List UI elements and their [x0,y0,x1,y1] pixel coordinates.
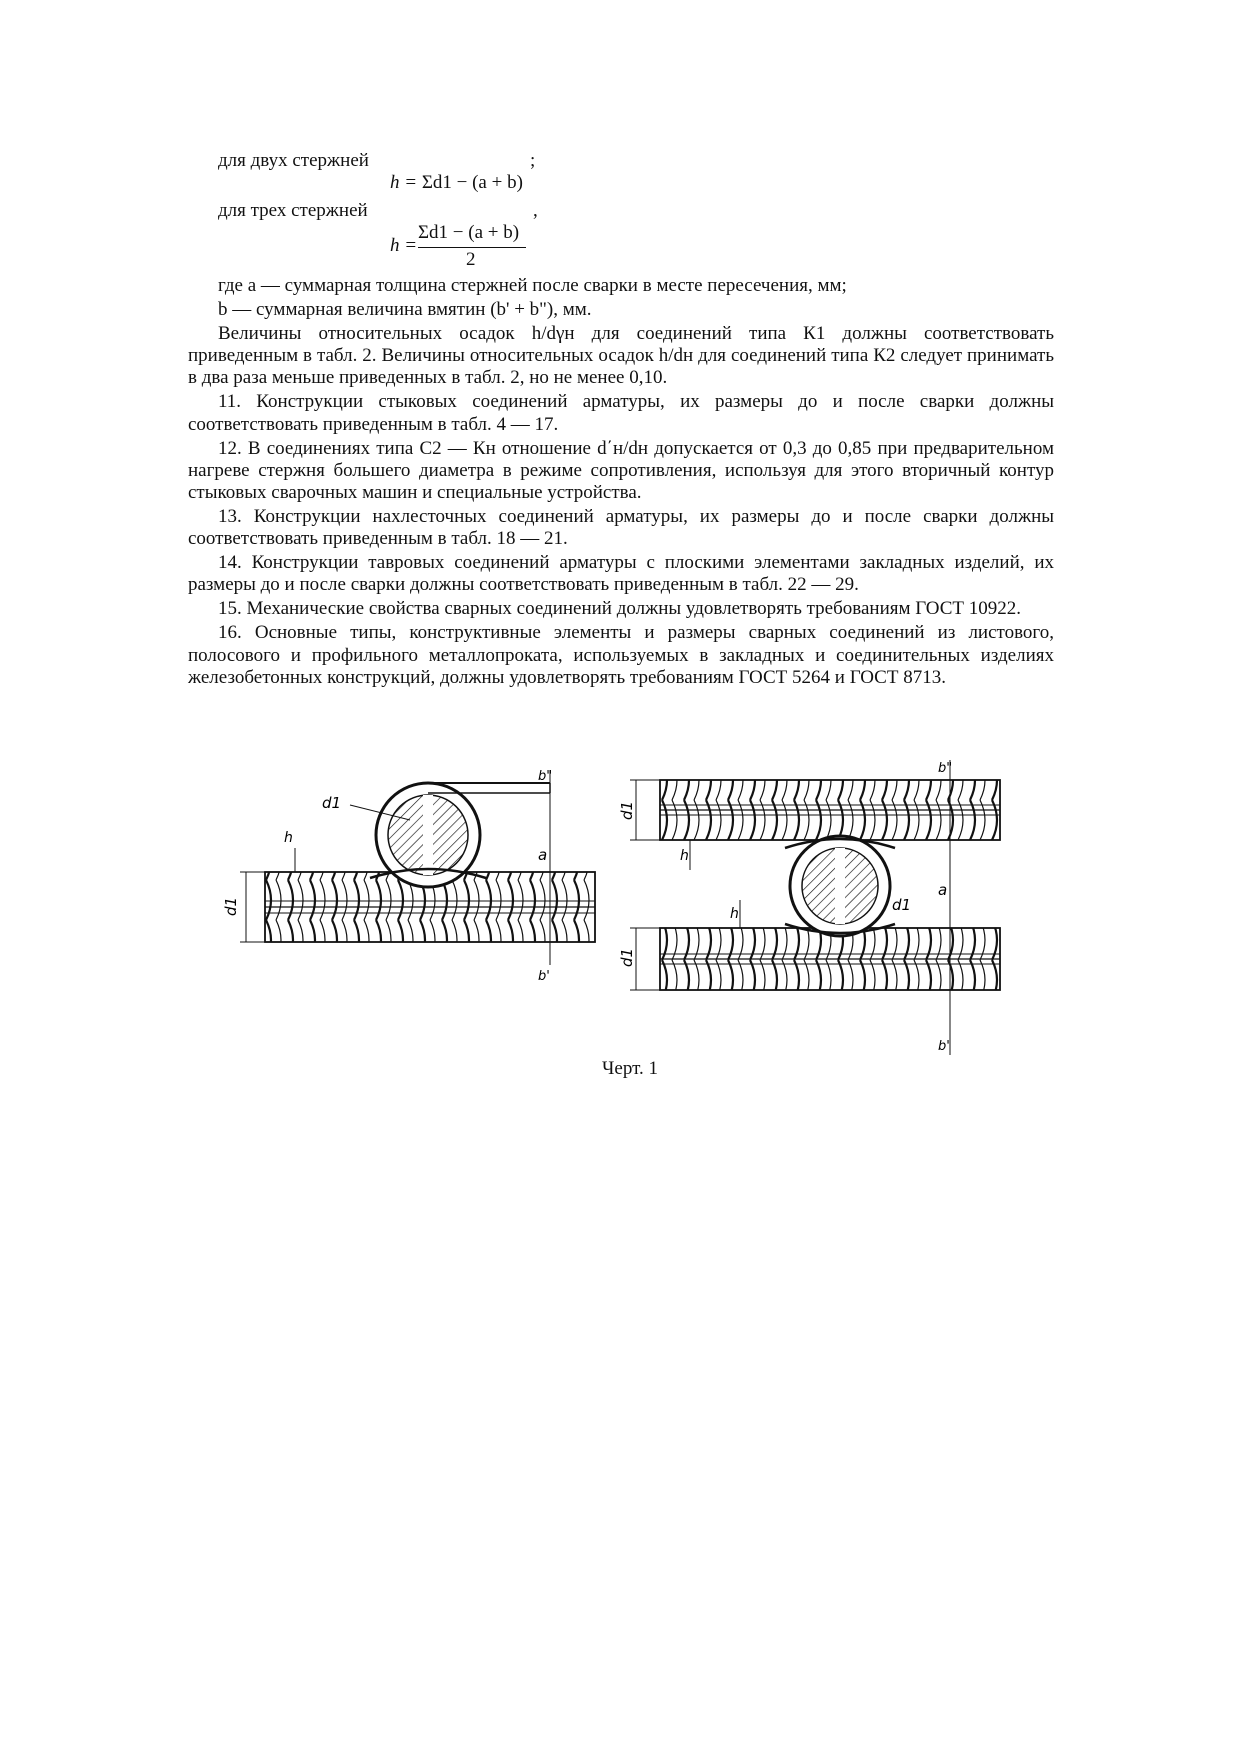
h-label: h [680,848,689,864]
three-rods-label: для трех стержней [218,200,368,221]
paragraph: 11. Конструкции стыковых соединений арматуры, их размеры до и после сварки должны соответствовать приведенным в табл. 4 — 17. [188,391,1054,435]
welded-joint-drawing [220,760,1040,1060]
a-label: a [538,846,548,864]
two-rods-rhs: Σd1 − (a + b) [421,172,523,193]
left-cross-joint [222,769,595,984]
paragraph: 14. Конструкции тавровых соединений арматуры с плоскими элементами закладных изделий, их размеры до и после сварки должны соответствовать приведенным в табл. 22 — 29. [188,552,1054,596]
d1-label: d1 [222,896,240,916]
two-rods-formula [390,172,523,194]
three-rods-denominator: 2 [466,249,476,270]
a-label: a [938,881,948,899]
paragraph: 12. В соединениях типа С2 — Кн отношение d΄н/dн допускается от 0,3 до 0,85 при предварительном нагреве стержня большего диаметра в режиме сопротивления, используя для этого вторичный контур стыковых сварочных машин и специальные устройства. [188,437,1054,504]
b-bottom-label: b' [938,1039,950,1054]
d1-label: d1 [892,896,912,914]
d1-label: d1 [322,794,342,812]
right-cross-joint [618,760,1000,1055]
paragraph: b — суммарная величина вмятин (b' + b"), мм. [218,299,592,320]
b-top-label: b" [938,761,953,776]
three-rods-formula [390,222,540,274]
b-top-label: b" [538,769,553,784]
two-rods-punct: ; [530,150,536,171]
two-rods-label: для двух стержней [218,150,369,171]
three-rods-numerator: Σd1 − (a + b) [418,222,520,243]
h-label: h [284,830,293,846]
body-text [188,275,1054,691]
h-label: h [730,906,739,922]
paragraph: 16. Основные типы, конструктивные элементы и размеры сварных соединений из листового, полосового и профильного металлопроката, используемых в закладных и соединительных изделиях железобетонных конструкций, должны удовлетворять требованиям ГОСТ 5264 и ГОСТ 8713. [188,622,1054,688]
figure-caption: Черт. 1 [602,1058,658,1079]
three-rods-lhs: h = [390,235,418,256]
d1-label: d1 [618,947,636,967]
three-rods-punct: , [533,200,538,221]
two-rods-lhs: h = [390,172,422,193]
fraction-bar [418,247,526,248]
b-bottom-label: b' [538,969,550,984]
paragraph: где a — суммарная толщина стержней после сварки в месте пересечения, мм; [218,275,847,296]
paragraph: 13. Конструкции нахлесточных соединений арматуры, их размеры до и после сварки должны соответствовать приведенным в табл. 18 — 21. [188,506,1054,550]
paragraph: Величины относительных осадок h/dγн для соединений типа К1 должны соответствовать приведенным в табл. 2. Величины относительных осадок h/dн для соединений типа К2 следует принимать в два раза меньше приведенных в табл. 2, но не менее 0,10. [188,323,1054,389]
d1-label: d1 [618,800,636,820]
paragraph: 15. Механические свойства сварных соединений должны удовлетворять требованиям ГОСТ 10922. [218,598,1022,620]
